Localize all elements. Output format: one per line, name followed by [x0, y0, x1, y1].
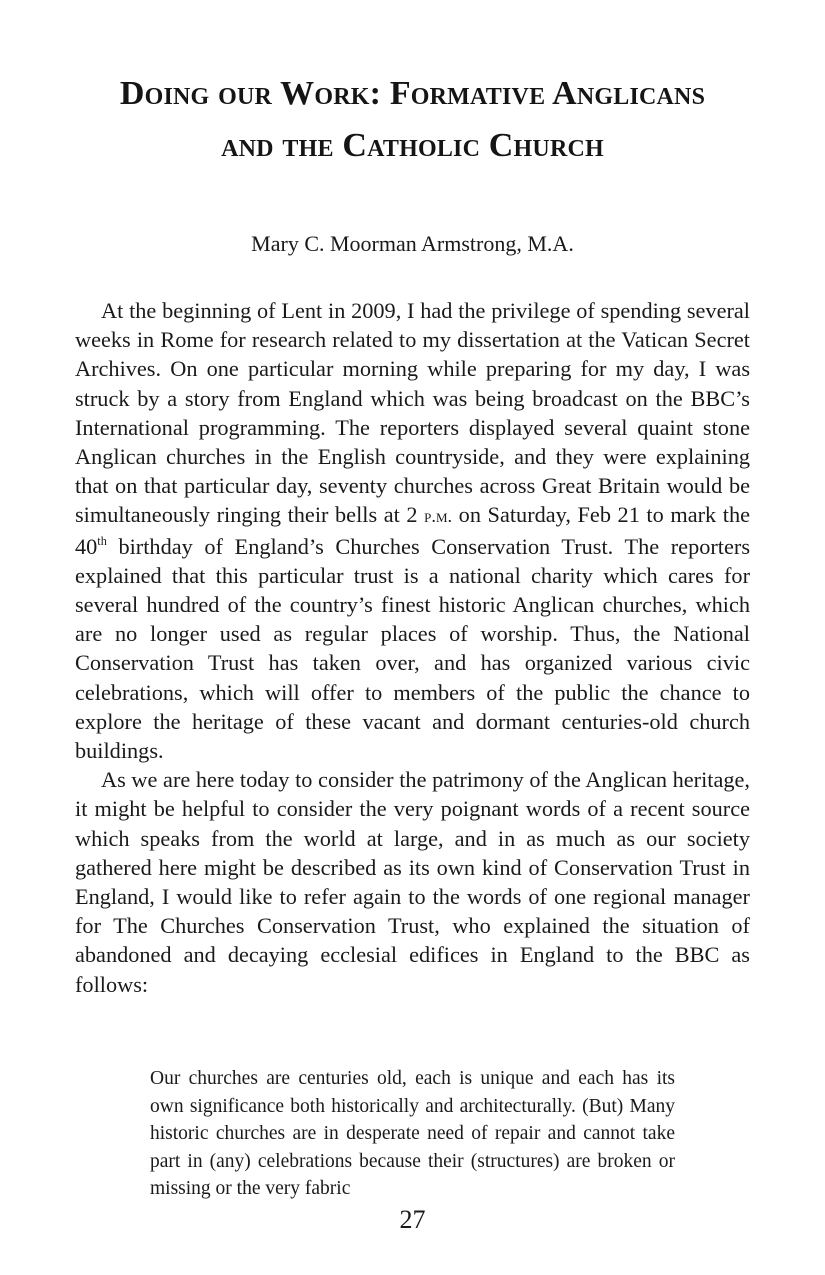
paragraph-1-text-c: birthday of England’s Churches Conservation Trust. The reporters explained that this particular trust is a national charity which cares for several hundred of the country’s finest historic Anglican churches, which are no longer used as regular places of worship. Thus, the National Conservation Trust has taken over, and has organized various civic celebrations, which will offer to members of the public the chance to explore the heritage of these vacant and dormant centuries-old church buildings. — [75, 533, 750, 764]
paragraph-1-text-b: on Saturday, Feb 21 to mark the 40 — [75, 502, 751, 559]
paragraph-1-text-a: At the beginning of Lent in 2009, I had the privilege of spending several weeks in Rome for research related to my dissertation at the Vatican Secret Archives. On one particular morning while preparing for my day, I was struck by a story from England which was being broadcast on the BBC’s International programming. The reporters displayed several quaint stone Anglican churches in the English countryside, and they were explaining that on that particular day, seventy churches across Great Britain would be simultaneously ringing their bells at 2 — [75, 298, 750, 528]
article-body — [75, 296, 750, 999]
block-quote-text: Our churches are centuries old, each is unique and each has its own significance both historically and architecturally. (But) Many historic churches are in desperate need of repair and cannot take part in (any) celebrations because their (structures) are broken or missing or the very fabric — [150, 1068, 675, 1200]
author-byline: Mary C. Moorman Armstrong, M.A. — [251, 231, 574, 256]
ordinal-suffix: th — [97, 533, 107, 548]
article-title — [0, 68, 825, 172]
title-line-1: Doing our Work: Formative Anglicans — [119, 75, 706, 112]
block-quote — [150, 1065, 675, 1203]
time-suffix: p.m. — [424, 506, 453, 527]
page-number: 27 — [399, 1205, 426, 1234]
body-paragraph-1 — [75, 296, 750, 765]
body-paragraph-2: As we are here today to consider the patrimony of the Anglican heritage, it might be helpful to consider the very poignant words of a recent source which speaks from the world at large, and in as much as our society gathered here might be described as its own kind of Conservation Trust in England, I would like to refer again to the words of one regional manager for The Churches Conservation Trust, who explained the situation of abandoned and decaying ecclesial edifices in England to the BBC as follows: — [75, 767, 750, 997]
title-line-2: and the Catholic Church — [221, 127, 604, 164]
